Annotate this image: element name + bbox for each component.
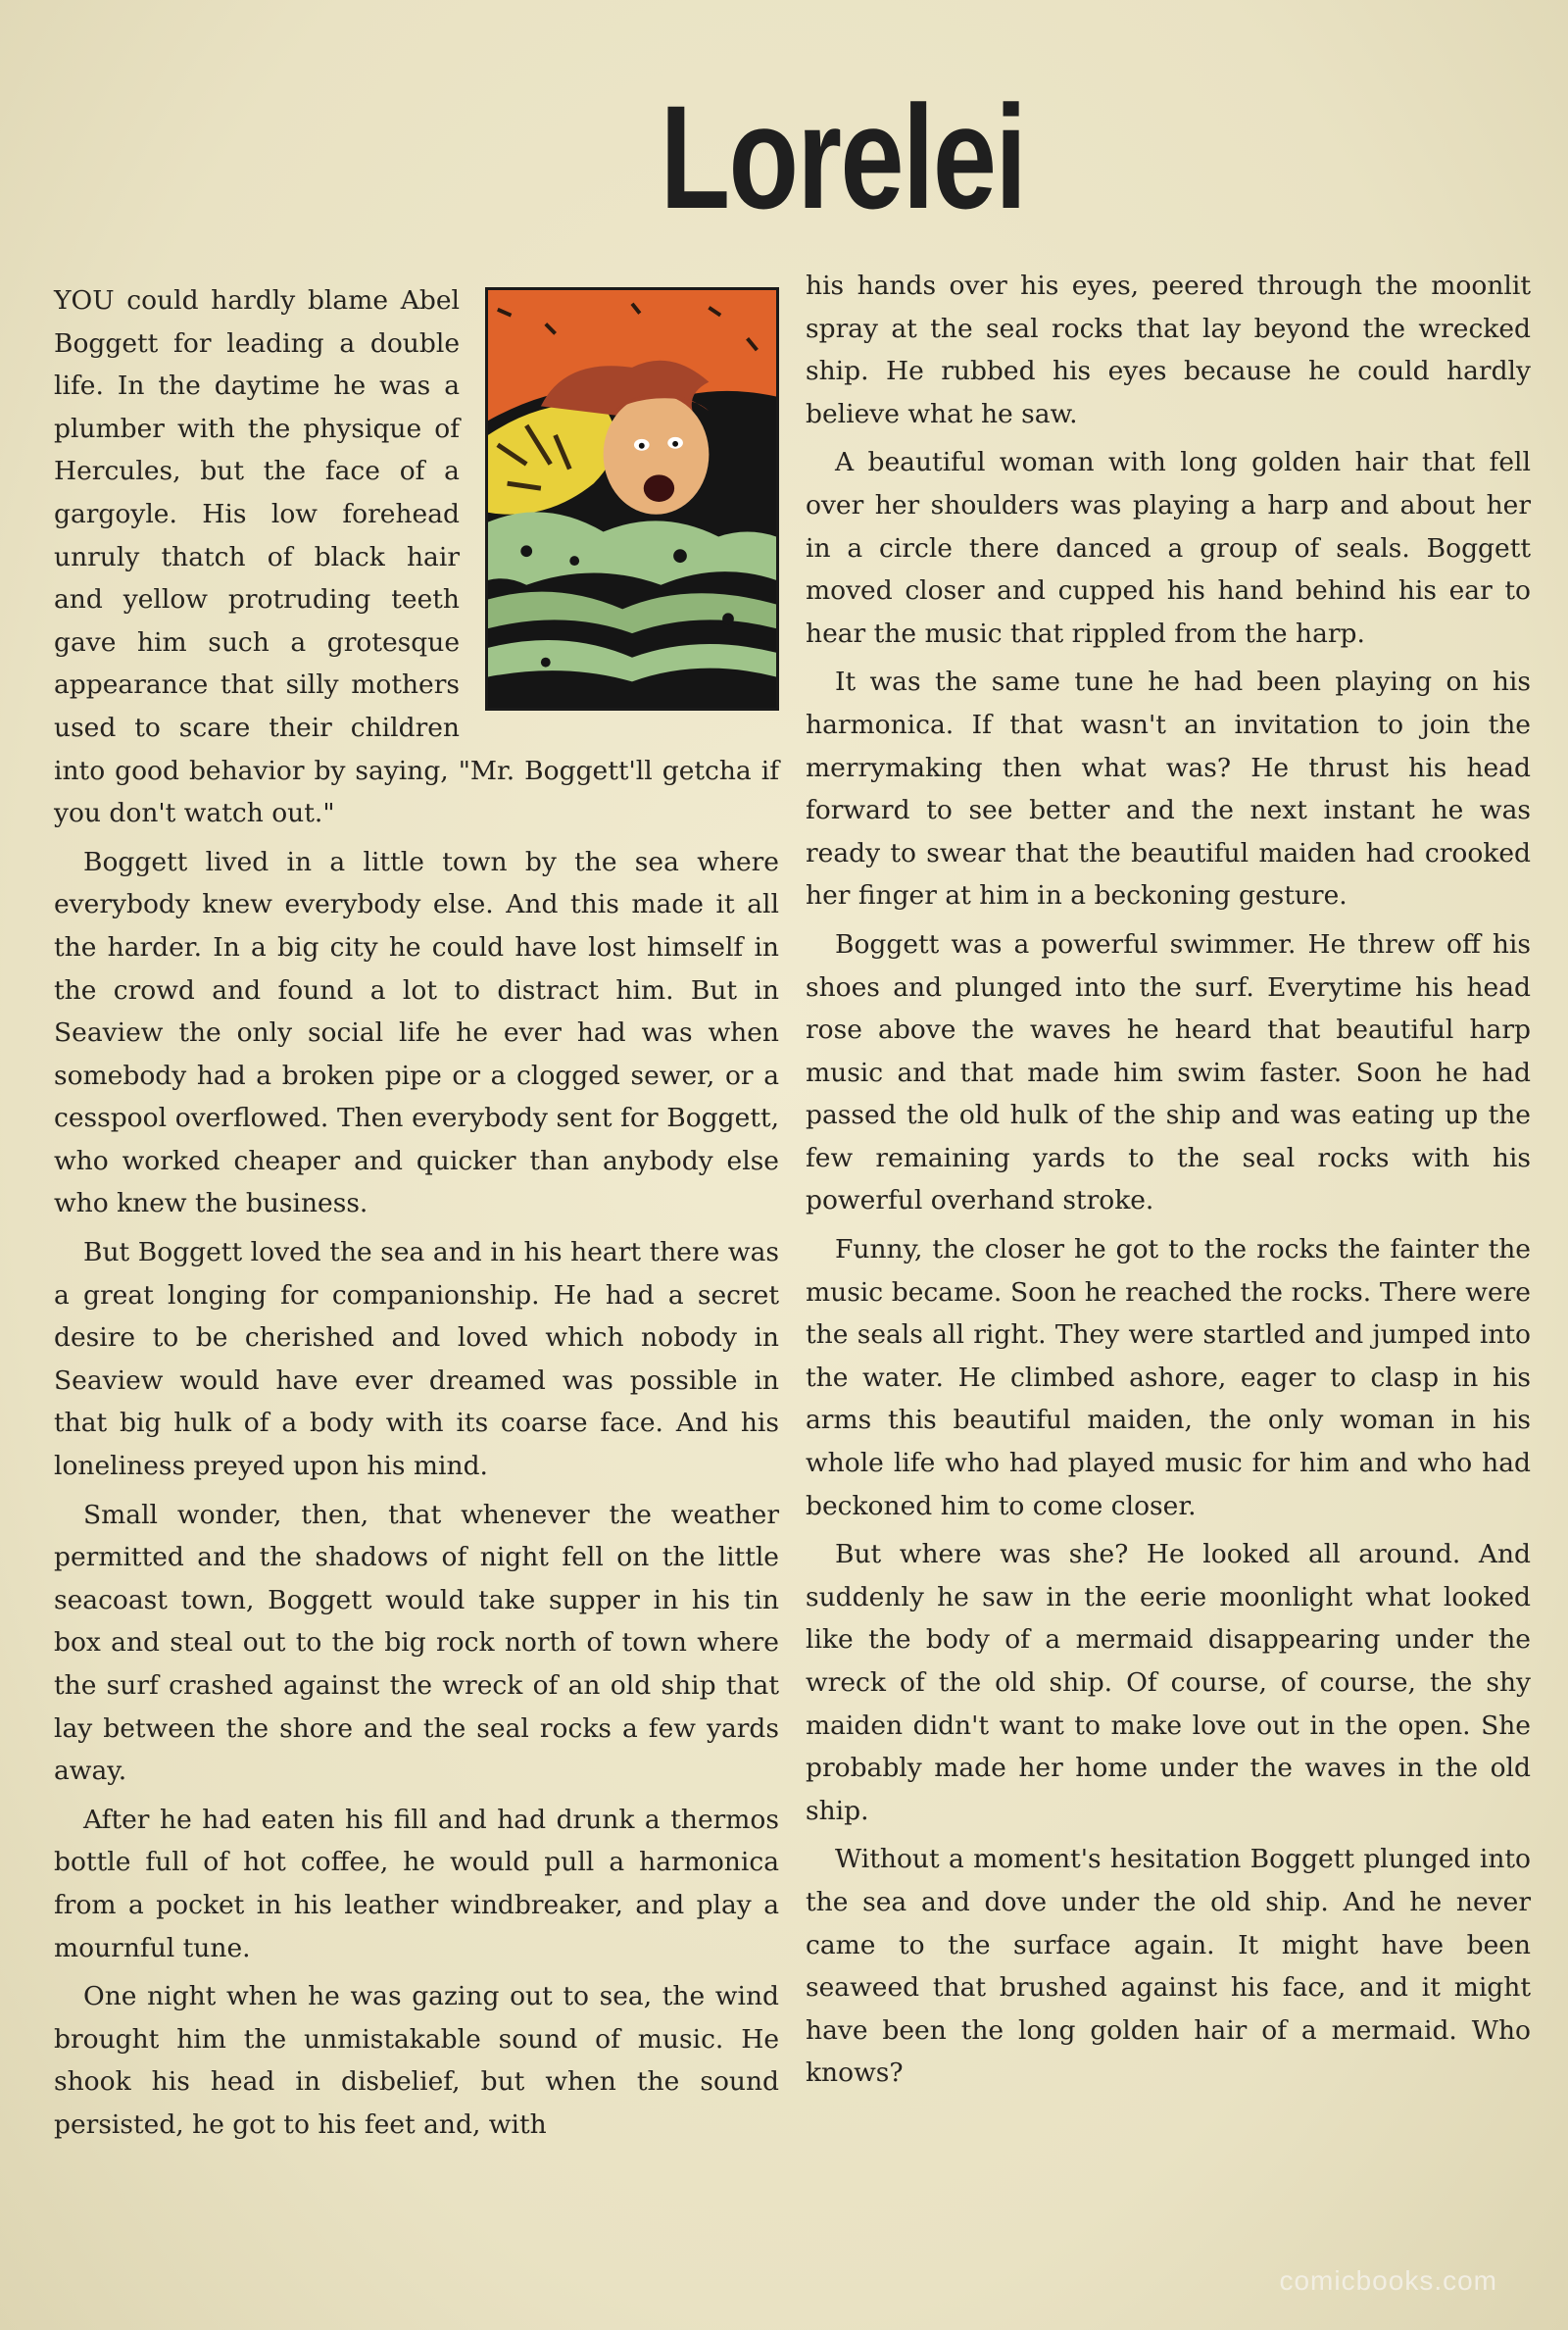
paragraph: It was the same tune he had been playing on his harmonica. If that wasn't an invitation to join the merrymaking then what was? He thrust his head forward to see better and the next instant he was ready to swear that the beautiful maiden had crooked her finger at him in a beckoning gesture.	[806, 667, 1531, 912]
paragraph: But where was she? He looked all around. And suddenly he saw in the eerie moonlight what looked like the body of a mermaid disappearing under the wreck of the old ship. Of course, of course, the shy maiden didn't want to make love out in the open. She probably made her home under the waves in the old ship.	[806, 1539, 1531, 1826]
drowning-man-illustration	[485, 287, 779, 711]
paragraph: YOU could hardly blame Abel Boggett for leading a double life. In the daytime he was a plumber with the physique of Hercules, but the face of a gargoyle. His low forehead unruly thatch of black hair and yellow protruding teeth gave him such a grotesque appearance that silly mothers used to scare their children into good behavior by saying, "Mr. Boggett'll getcha if you don't watch out."	[54, 285, 779, 829]
left-column	[54, 279, 779, 2201]
story-title: Lorelei	[660, 74, 1026, 239]
paragraph: his hands over his eyes, peered through the moonlit spray at the seal rocks that lay beyond the wrecked ship. He rubbed his eyes because he could hardly believe what he saw.	[806, 271, 1531, 429]
paragraph: But Boggett loved the sea and in his heart there was a great longing for companionship. He had a secret desire to be cherished and loved which nobody in Seaview would have ever dreamed was possible in that big hulk of a body with its coarse face. And his loneliness preyed upon his mind.	[54, 1237, 779, 1482]
paragraph: Funny, the closer he got to the rocks the fainter the music became. Soon he reached the rocks. There were the seals all right. They were startled and jumped into the water. He climbed ashore, eager to clasp in his arms this beautiful maiden, the only woman in his whole life who had played music for him and who had beckoned him to come closer.	[806, 1234, 1531, 1521]
paragraph: Boggett was a powerful swimmer. He threw off his shoes and plunged into the surf. Everytime his head rose above the waves he heard that beautiful harp music and that made him swim faster. Soon he had passed the old hulk of the ship and was eating up the few remaining yards to the seal rocks with his powerful overhand stroke.	[806, 928, 1531, 1216]
watermark: comicbooks.com	[1279, 2265, 1497, 2296]
paragraph: One night when he was gazing out to sea, the wind brought him the unmistakable sound of music. He shook his head in disbelief, but when the sound persisted, he got to his feet and, with	[54, 1981, 779, 2140]
paragraph: Boggett lived in a little town by the sea where everybody knew everybody else. And this made it all the harder. In a big city he could have lost himself in the crowd and found a lot to distract him. But in Seaview the only social life he ever had was when somebody had a broken pipe or a clogged sewer, or a cesspool overflowed. Then everybody sent for Boggett, who worked cheaper and quicker than anybody else who knew the business.	[54, 846, 779, 1219]
paragraph: A beautiful woman with long golden hair that fell over her shoulders was playing a harp and about her in a circle there danced a group of seals. Boggett moved closer and cupped his hand behind his ear to hear the music that rippled from the harp.	[806, 447, 1531, 649]
paragraph: Without a moment's hesitation Boggett plunged into the sea and dove under the old ship. And he never came to the surface again. It might have been seaweed that brushed against his face, and it might have been the long golden hair of a mermaid. Who knows?	[806, 1844, 1531, 2089]
paragraph: Small wonder, then, that whenever the weather permitted and the shadows of night fell on the little seacoast town, Boggett would take supper in his tin box and steal out to the big rock north of town where the surf crashed against the wreck of an old ship that lay between the shore and the seal rocks a few yards away.	[54, 1499, 779, 1787]
right-column	[806, 265, 1531, 2225]
paragraph: After he had eaten his fill and had drunk a thermos bottle full of hot coffee, he would pull a harmonica from a pocket in his leather windbreaker, and play a mournful tune.	[54, 1804, 779, 1963]
